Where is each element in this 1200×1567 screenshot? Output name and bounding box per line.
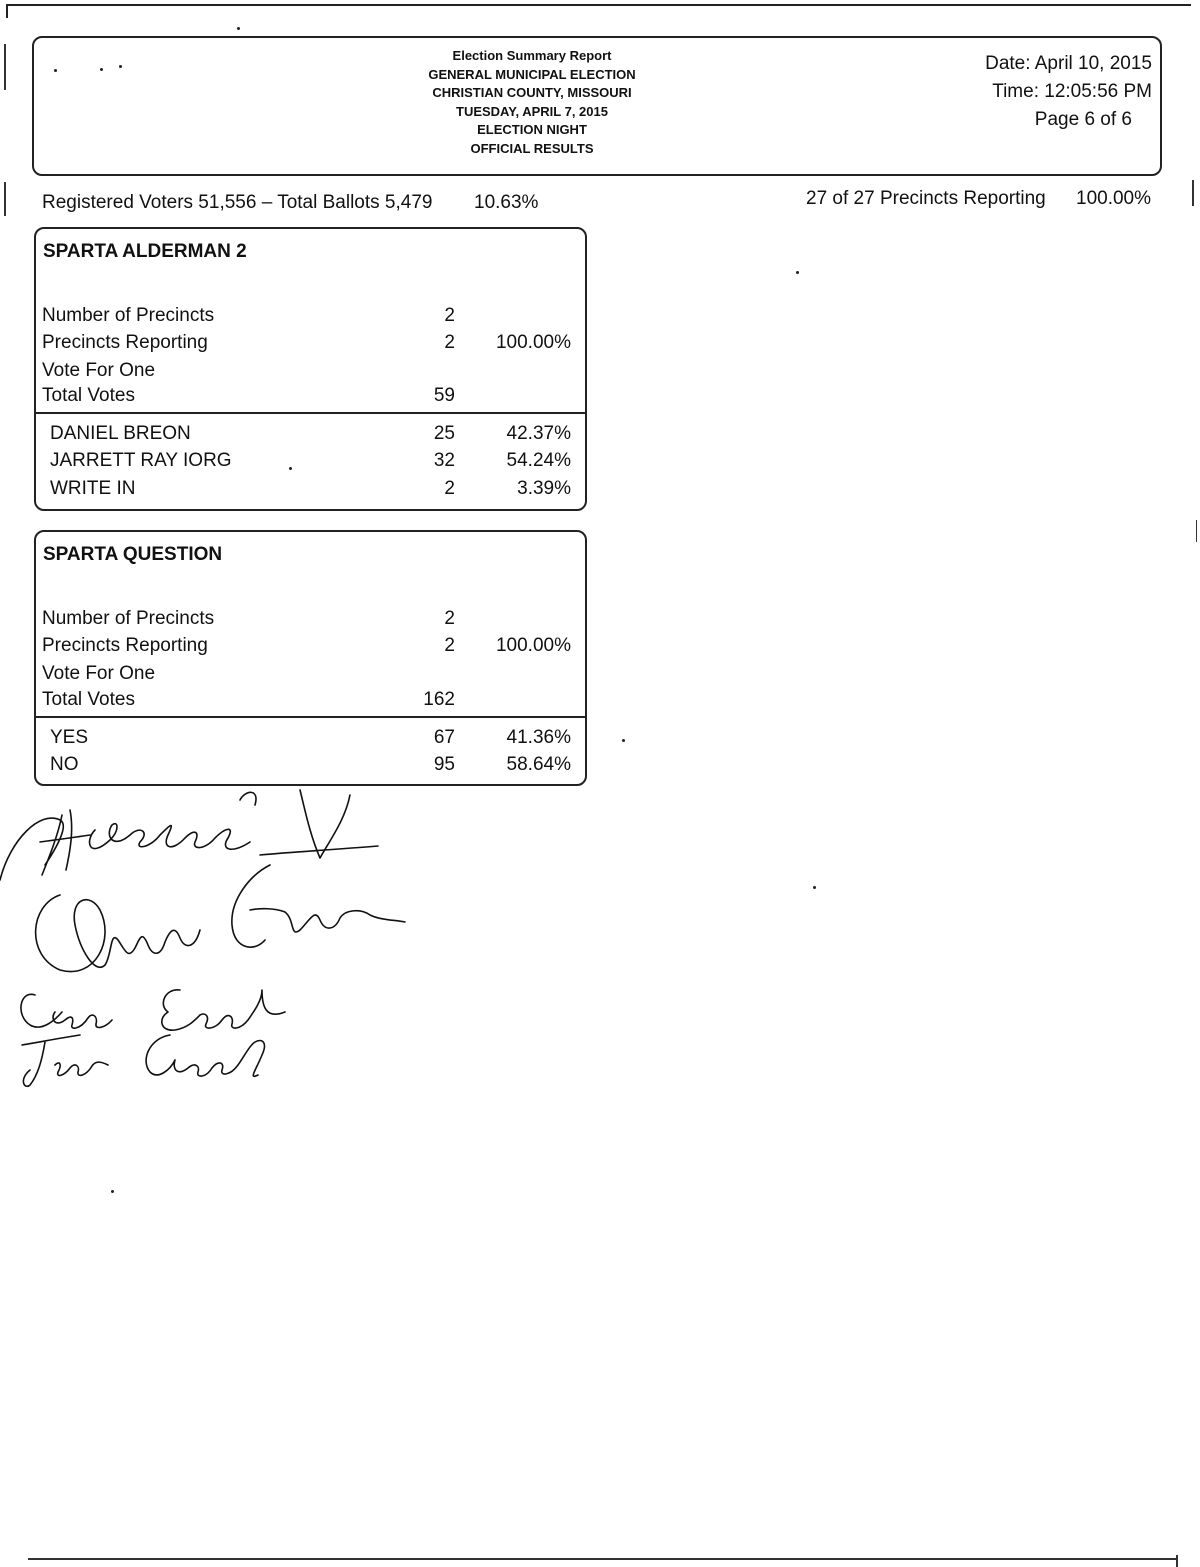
scan-speck — [813, 886, 816, 889]
stat-row — [36, 663, 585, 689]
stat-label: Precincts Reporting — [42, 332, 208, 353]
scan-speck — [237, 27, 240, 30]
county-name: CHRISTIAN COUNTY, MISSOURI — [432, 85, 632, 101]
report-meta — [932, 50, 1152, 134]
contest-sparta-alderman-2 — [34, 227, 587, 511]
stat-label: Number of Precincts — [42, 305, 215, 326]
voters-ballots: Registered Voters 51,556 – Total Ballots 5,479 — [42, 192, 433, 213]
scan-speck — [111, 1190, 114, 1193]
page-frame-top — [6, 4, 1191, 6]
choice-name: JARRETT RAY IORG — [50, 450, 232, 471]
signatures-block — [0, 780, 420, 1100]
stat-value: 2 — [444, 332, 455, 353]
stat-value: 162 — [423, 689, 455, 710]
choice-percent: 58.64% — [506, 754, 571, 775]
stat-row — [36, 332, 585, 358]
stat-value: 59 — [433, 385, 455, 406]
contest-divider — [36, 412, 585, 414]
stat-row — [36, 305, 585, 331]
signature-3 — [21, 990, 285, 1030]
contest-title: SPARTA QUESTION — [43, 544, 223, 565]
stat-row — [36, 689, 585, 715]
choice-name: NO — [50, 754, 79, 775]
choice-row — [36, 450, 585, 476]
stat-label: Precincts Reporting — [42, 635, 208, 656]
choice-percent: 54.24% — [506, 450, 571, 471]
choice-row — [36, 754, 585, 780]
signature-2 — [36, 865, 405, 972]
results-status: OFFICIAL RESULTS — [470, 140, 594, 156]
edge-mark — [4, 44, 6, 90]
choice-row — [36, 478, 585, 504]
page-frame-left — [6, 4, 8, 18]
report-date: Date: April 10, 2015 — [985, 53, 1152, 74]
edge-mark — [1192, 180, 1194, 206]
choice-percent: 42.37% — [506, 423, 571, 444]
election-date: TUESDAY, APRIL 7, 2015 — [456, 103, 608, 119]
contest-title: SPARTA ALDERMAN 2 — [43, 241, 247, 262]
scan-speck — [622, 739, 625, 742]
choice-percent: 41.36% — [506, 727, 571, 748]
choice-name: YES — [50, 727, 89, 748]
choice-votes: 67 — [433, 727, 455, 748]
choice-percent: 3.39% — [517, 478, 571, 499]
stat-label: Number of Precincts — [42, 608, 215, 629]
signature-1 — [0, 790, 378, 880]
report-time: Time: 12:05:56 PM — [992, 81, 1152, 102]
stat-value: 2 — [444, 305, 455, 326]
stat-percent: 100.00% — [495, 332, 571, 353]
stat-value: 2 — [444, 608, 455, 629]
stat-label: Total Votes — [42, 689, 135, 710]
choice-name: WRITE IN — [50, 478, 136, 499]
stat-row — [36, 608, 585, 634]
stat-percent: 100.00% — [495, 635, 571, 656]
stat-label: Total Votes — [42, 385, 135, 406]
contest-sparta-question — [34, 530, 587, 786]
edge-mark — [4, 182, 6, 216]
choice-row — [36, 727, 585, 753]
stat-label: Vote For One — [42, 663, 156, 684]
edge-mark — [1196, 520, 1197, 542]
report-header — [32, 36, 1162, 176]
page-frame-bottom — [28, 1558, 1178, 1560]
precincts-reporting-percent: 100.00% — [1076, 188, 1152, 209]
choice-row — [36, 423, 585, 449]
stat-row — [36, 635, 585, 661]
report-title: Election Summary Report — [452, 48, 612, 63]
stat-label: Vote For One — [42, 360, 156, 381]
precincts-reporting-summary: 27 of 27 Precincts Reporting — [806, 188, 1046, 209]
stat-row — [36, 385, 585, 411]
election-name: GENERAL MUNICIPAL ELECTION — [428, 66, 636, 82]
signature-4 — [22, 1035, 264, 1086]
contest-divider — [36, 716, 585, 718]
report-heading — [384, 47, 680, 159]
choice-votes: 95 — [433, 754, 455, 775]
choice-votes: 32 — [433, 450, 455, 471]
choice-name: DANIEL BREON — [50, 423, 191, 444]
page-frame-corner — [1176, 1555, 1178, 1567]
choice-votes: 2 — [444, 478, 455, 499]
scan-speck — [796, 271, 799, 274]
stat-row — [36, 360, 585, 386]
turnout-percent: 10.63% — [474, 192, 539, 213]
stat-value: 2 — [444, 635, 455, 656]
choice-votes: 25 — [433, 423, 455, 444]
report-type: ELECTION NIGHT — [477, 122, 587, 138]
page-number: Page 6 of 6 — [1034, 109, 1132, 130]
